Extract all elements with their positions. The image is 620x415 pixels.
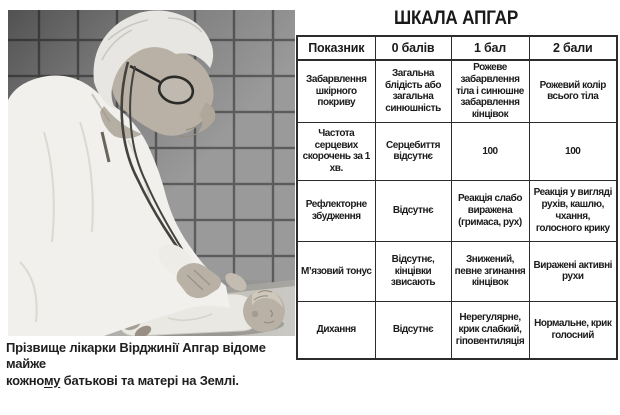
- table-cell: 100: [529, 122, 617, 180]
- table-cell: Знижений, певне згинання кінцівок: [451, 241, 529, 301]
- table-cell: Відсутнє: [375, 180, 451, 241]
- table-cell: Виражені активні рухи: [529, 241, 617, 301]
- table-row: [297, 301, 617, 359]
- column-header-indicator: Показник: [297, 36, 375, 60]
- table-cell: Нормальне, крик голосний: [529, 301, 617, 359]
- apgar-table: [296, 35, 618, 360]
- table-cell: Частота серцевих скорочень за 1 хв.: [297, 122, 375, 180]
- header-row: [297, 36, 617, 60]
- column-header-1-point: 1 бал: [451, 36, 529, 60]
- table-cell: Реакція слабо виражена (гримаса, рух): [451, 180, 529, 241]
- table-cell: Забарвлення шкірного покриву: [297, 60, 375, 122]
- table-row: [297, 241, 617, 301]
- table-title: ШКАЛА АПГАР: [393, 8, 519, 29]
- table-cell: Відсутнє: [375, 301, 451, 359]
- table-cell: Рожевий колір всього тіла: [529, 60, 617, 122]
- caption-line-1: Прізвище лікарки Вірджинії Апгар відоме майже: [6, 340, 266, 372]
- table-cell: Загальна блідість або загальна синюшність: [375, 60, 451, 122]
- table-row: [297, 122, 617, 180]
- apgar-photo-illustration: [8, 10, 295, 336]
- photo-panel: [8, 10, 295, 336]
- table-cell: Нерегулярне, крик слабкий, гіповентиляція: [451, 301, 529, 359]
- baby-ear: [252, 311, 258, 317]
- caption-line-2-start: кожно: [6, 372, 44, 388]
- caption-line-2-rest: батькові та матері на Землі.: [60, 372, 239, 388]
- table-row: [297, 60, 617, 122]
- column-header-2-points: 2 бали: [529, 36, 617, 60]
- photo-caption: [6, 340, 304, 389]
- table-cell: Рожеве забарвлення тіла і синюшне забарвлення кінцівок: [451, 60, 529, 122]
- caption-line-2: [6, 373, 304, 389]
- table-cell: М’язовий тонус: [297, 241, 375, 301]
- table-cell: Реакція у вигляді рухів, кашлю, чхання, голосного крику: [529, 180, 617, 241]
- column-header-0-points: 0 балів: [375, 36, 451, 60]
- table-row: [297, 180, 617, 241]
- caption-line-2-underlined: му: [43, 372, 61, 388]
- table-cell: Дихання: [297, 301, 375, 359]
- table-cell: Відсутнє, кінцівки звисають: [375, 241, 451, 301]
- table-cell: 100: [451, 122, 529, 180]
- apgar-table-panel: [296, 8, 616, 360]
- table-cell: Серцебиття відсутнє: [375, 122, 451, 180]
- table-cell: Рефлекторне збудження: [297, 180, 375, 241]
